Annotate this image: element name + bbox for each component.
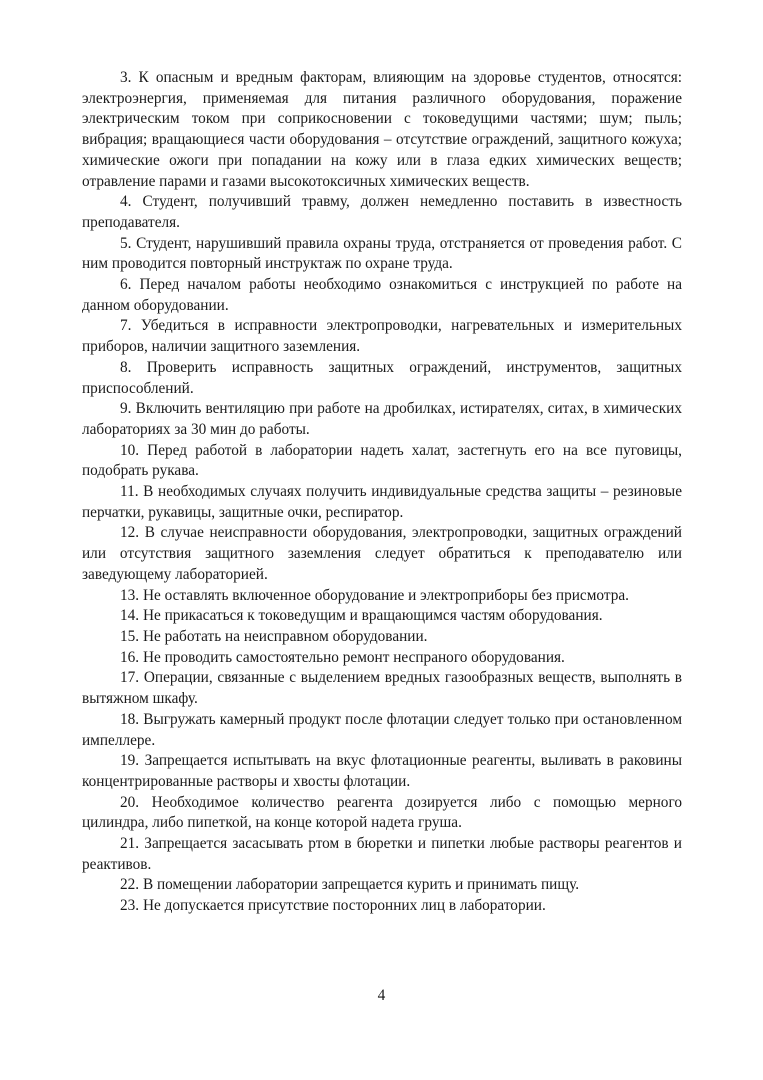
paragraph-item-5: 5. Студент, нарушивший правила охраны труда, отстраняется от проведения работ. С ним проводится повторный инструктаж по охране труда. xyxy=(82,234,682,273)
paragraph-item-13: 13. Не оставлять включенное оборудование и электроприборы без присмотра. xyxy=(120,586,629,604)
page-number: 4 xyxy=(377,987,386,1004)
paragraph-item-21: 21. Запрещается засасывать ртом в бюретки и пипетки любые растворы реагентов и реактивов. xyxy=(82,835,682,873)
paragraph-item-9: 9. Включить вентиляцию при работе на дробилках, истирателях, ситах, в химических лабораториях за 30 мин до работы. xyxy=(82,400,682,438)
paragraph-item-18: 18. Выгружать камерный продукт после флотации следует только при остановленном импеллере. xyxy=(82,710,682,749)
paragraph-item-3: 3. К опасным и вредным факторам, влияющим на здоровье студентов, относятся: электроэнергия, применяемая для питания различного оборудования, поражение электрическим током при соприкосновении с токоведущими частями; шум; пыль; вибрация; вращающиеся части оборудования – отсутствие ограждений, защитного кожуха; химические ожоги при попадании на кожу или в глаза едких химических веществ; отравление парами и газами высокотоксичных химических веществ. xyxy=(82,69,682,190)
paragraph-item-4: 4. Студент, получивший травму, должен немедленно поставить в известность преподавателя. xyxy=(82,193,682,231)
paragraph-item-14: 14. Не прикасаться к токоведущим и вращающимся частям оборудования. xyxy=(120,607,603,625)
paragraph-item-17: 17. Операции, связанные с выделением вредных газообразных веществ, выполнять в вытяжном шкафу. xyxy=(82,669,682,708)
paragraph-item-20: 20. Необходимое количество реагента дозируется либо с помощью мерного цилиндра, либо пипеткой, на конце которой надета груша. xyxy=(82,793,682,832)
paragraph-item-16: 16. Не проводить самостоятельно ремонт неспраного оборудования. xyxy=(120,648,565,666)
paragraph-item-12: 12. В случае неисправности оборудования, электропроводки, защитных ограждений или отсутствия защитного заземления следует обратиться к преподавателю или заведующему лабораторией. xyxy=(82,524,682,583)
paragraph-item-11: 11. В необходимых случаях получить индивидуальные средства защиты – резиновые перчатки, рукавицы, защитные очки, респиратор. xyxy=(82,483,682,521)
paragraph-item-8: 8. Проверить исправность защитных ограждений, инструментов, защитных приспособлений. xyxy=(82,358,682,397)
paragraph-item-7: 7. Убедиться в исправности электропроводки, нагревательных и измерительных приборов, наличии защитного заземления. xyxy=(82,317,682,356)
paragraph-item-6: 6. Перед началом работы необходимо ознакомиться с инструкцией по работе на данном оборудовании. xyxy=(82,276,682,314)
paragraph-item-19: 19. Запрещается испытывать на вкус флотационные реагенты, выливать в раковины концентрированные растворы и хвосты флотации. xyxy=(82,752,682,790)
paragraph-item-15: 15. Не работать на неисправном оборудовании. xyxy=(120,627,428,645)
paragraph-item-10: 10. Перед работой в лаборатории надеть халат, застегнуть его на все пуговицы, подобрать рукава. xyxy=(82,441,682,480)
document-page xyxy=(82,68,682,917)
paragraph-item-22: 22. В помещении лаборатории запрещается курить и принимать пищу. xyxy=(120,876,580,894)
paragraph-item-23: 23. Не допускается присутствие посторонних лиц в лаборатории. xyxy=(120,897,546,915)
